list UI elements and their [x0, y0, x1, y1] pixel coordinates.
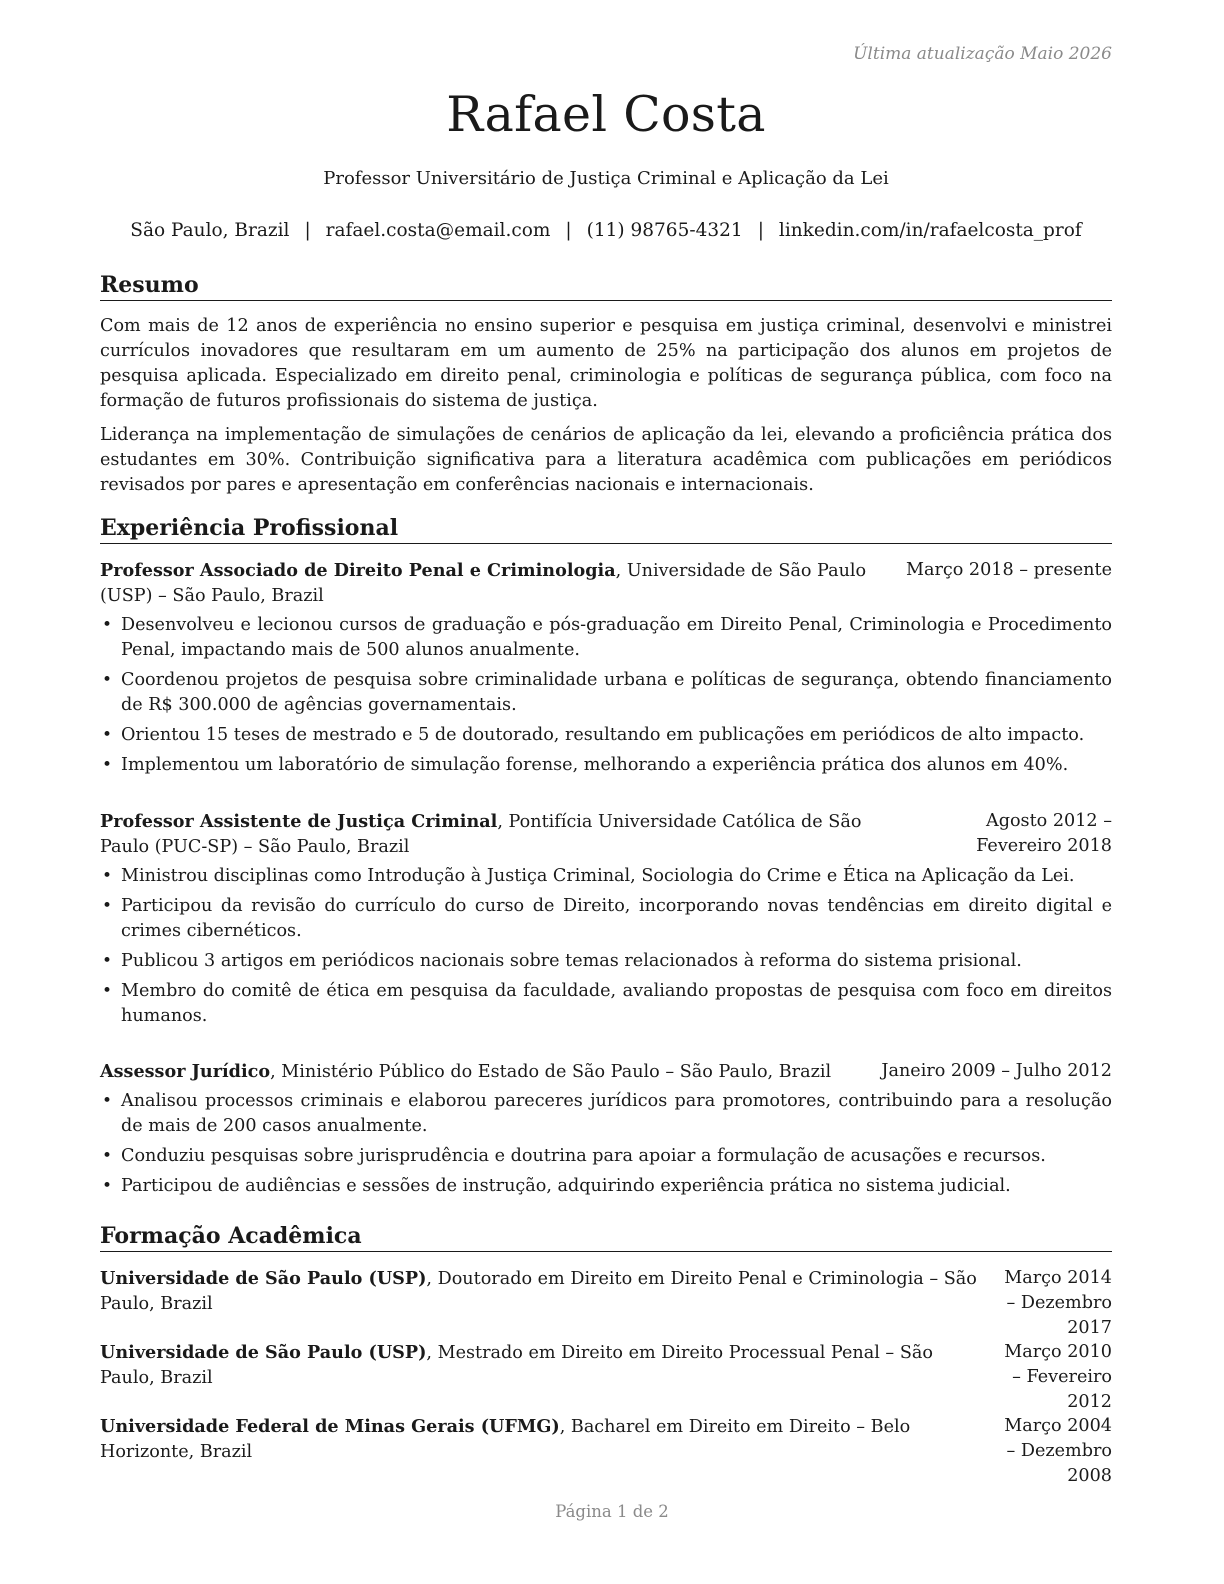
- contact-phone: (11) 98765-4321: [586, 220, 743, 241]
- education-detail: , Mestrado em Direito em Direito Processual Penal – São Paulo, Brazil: [100, 1343, 933, 1388]
- contact-linkedin[interactable]: linkedin.com/in/rafaelcosta_prof: [778, 220, 1082, 241]
- summary-paragraph: Liderança na implementação de simulações de cenários de aplicação da lei, elevando a proficiência prática dos estudantes em 30%. Contribuição significativa para a literatura acadêmica com publicações em periódicos revisados por pares e apresentação em conferências nacionais e internacionais.: [100, 425, 1112, 495]
- job-bullets: [100, 1089, 1112, 1199]
- education-school: Universidade de São Paulo (USP): [100, 1268, 427, 1289]
- education-entry: [100, 1340, 1112, 1412]
- education-dates: Março 2004 – Dezembro 2008: [1004, 1416, 1112, 1486]
- education-dates: Março 2010 – Fevereiro 2012: [1004, 1342, 1112, 1412]
- job-organization: , Universidade de São Paulo (USP) – São Paulo, Brazil: [100, 561, 867, 606]
- job-organization: , Ministério Público do Estado de São Paulo – São Paulo, Brazil: [270, 1062, 832, 1082]
- contact-separator: |: [565, 220, 572, 241]
- job-dates: Janeiro 2009 – Julho 2012: [881, 1061, 1112, 1081]
- list-item: • Publicou 3 artigos em periódicos nacionais sobre temas relacionados à reforma do sistema prisional.: [102, 951, 1022, 971]
- section-heading-education: Formação Acadêmica: [100, 1223, 1112, 1252]
- education-dates: Março 2014 – Dezembro 2017: [1004, 1268, 1112, 1338]
- candidate-name: Rafael Costa: [446, 86, 766, 143]
- list-item: • Implementou um laboratório de simulação forense, melhorando a experiência prática dos alunos em 40%.: [102, 755, 1069, 775]
- section-heading-summary: Resumo: [100, 272, 1112, 301]
- candidate-title: Professor Universitário de Justiça Criminal e Aplicação da Lei: [323, 168, 889, 189]
- job-dates: Agosto 2012 – Fevereiro 2018: [976, 811, 1112, 856]
- education-school: Universidade de São Paulo (USP): [100, 1342, 427, 1363]
- education-detail: , Doutorado em Direito em Direito Penal e Criminologia – São Paulo, Brazil: [100, 1269, 977, 1314]
- list-item: • Analisou processos criminais e elaborou pareceres jurídicos para promotores, contribuindo para a resolução de mais de 200 casos anualmente.: [102, 1091, 1112, 1136]
- contact-separator: |: [757, 220, 764, 241]
- last-updated: Última atualização Maio 2026: [853, 44, 1112, 64]
- contact-location: São Paulo, Brazil: [130, 220, 290, 241]
- education-school: Universidade Federal de Minas Gerais (UFMG): [100, 1416, 560, 1437]
- summary-paragraph: Com mais de 12 anos de experiência no ensino superior e pesquisa em justiça criminal, desenvolvi e ministrei currículos inovadores que resultaram em um aumento de 25% na participação dos alunos em projetos de pesquisa aplicada. Especializado em direito penal, criminologia e políticas de segurança pública, com foco na formação de futuros profissionais do sistema de justiça.: [100, 316, 1112, 411]
- education-detail: , Bacharel em Direito em Direito – Belo Horizonte, Brazil: [100, 1417, 911, 1462]
- contact-email[interactable]: rafael.costa@email.com: [325, 220, 551, 241]
- list-item: • Ministrou disciplinas como Introdução à Justiça Criminal, Sociologia do Crime e Ética na Aplicação da Lei.: [102, 866, 1075, 886]
- list-item: • Participou de audiências e sessões de instrução, adquirindo experiência prática no sistema judicial.: [102, 1176, 1011, 1196]
- job-dates: Março 2018 – presente: [905, 560, 1112, 580]
- page-number: Página 1 de 2: [555, 1502, 669, 1521]
- job-header: [100, 558, 1112, 609]
- contact-line: [100, 220, 1112, 241]
- list-item: • Orientou 15 teses de mestrado e 5 de doutorado, resultando em publicações em periódicos de alto impacto.: [102, 725, 1085, 745]
- list-item: • Participou da revisão do currículo do curso de Direito, incorporando novas tendências em direito digital e crimes cibernéticos.: [102, 896, 1112, 941]
- section-heading-experience: Experiência Profissional: [100, 515, 1112, 544]
- job-bullets: [100, 864, 1112, 1029]
- job-role: Professor Assistente de Justiça Criminal: [100, 811, 498, 832]
- contact-separator: |: [304, 220, 311, 241]
- job-role: Professor Associado de Direito Penal e Criminologia: [100, 560, 616, 581]
- education-entry: [100, 1266, 1112, 1338]
- list-item: • Desenvolveu e lecionou cursos de graduação e pós-graduação em Direito Penal, Criminologia e Procedimento Penal, impactando mais de 500 alunos anualmente.: [102, 615, 1112, 660]
- list-item: • Coordenou projetos de pesquisa sobre criminalidade urbana e políticas de segurança, obtendo financiamento de R$ 300.000 de agências governamentais.: [102, 670, 1112, 715]
- education-entry: [100, 1414, 1112, 1486]
- job-header: [100, 809, 1112, 860]
- job-header: [100, 1059, 1112, 1085]
- list-item: • Conduziu pesquisas sobre jurisprudência e doutrina para apoiar a formulação de acusações e recursos.: [102, 1146, 1046, 1166]
- job-organization: , Pontifícia Universidade Católica de São Paulo (PUC-SP) – São Paulo, Brazil: [100, 812, 862, 857]
- job-role: Assessor Jurídico: [100, 1061, 271, 1082]
- list-item: • Membro do comitê de ética em pesquisa da faculdade, avaliando propostas de pesquisa com foco em direitos humanos.: [102, 981, 1112, 1026]
- job-bullets: [100, 613, 1112, 778]
